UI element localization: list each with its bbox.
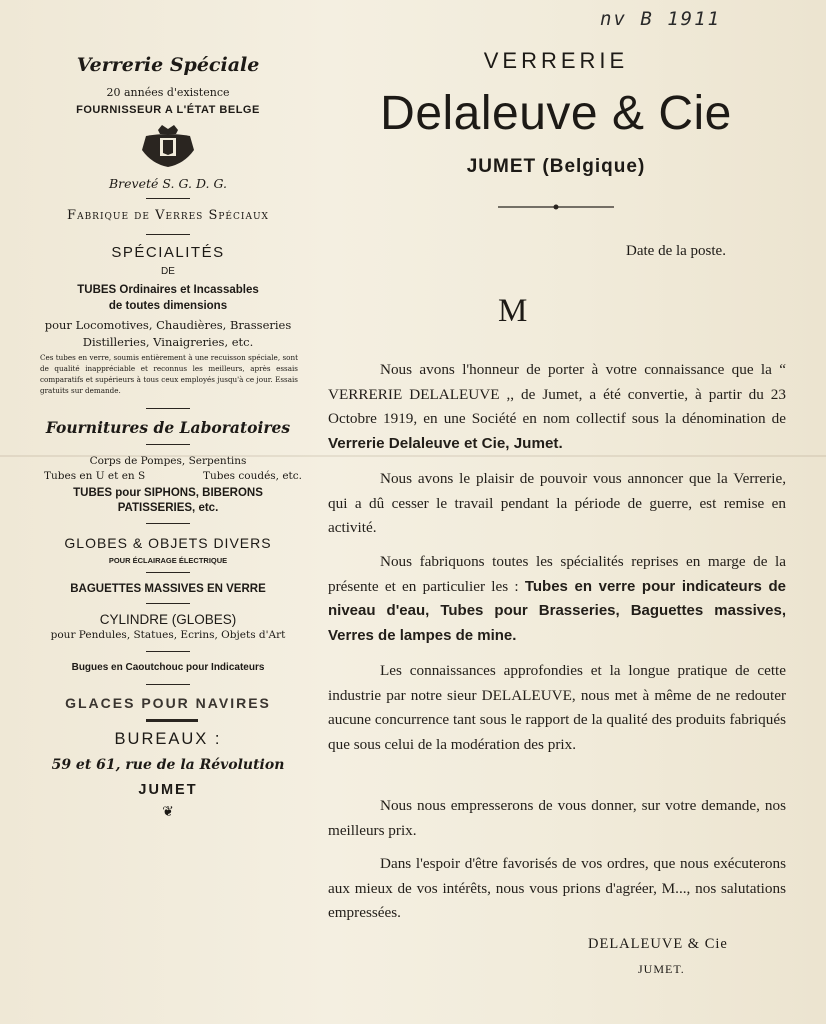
divider	[146, 234, 190, 235]
sidebar-years: 20 années d'existence	[106, 86, 230, 99]
paragraph-3-bold: Tubes en verre pour indicateurs de niveau d'eau, Tubes pour Brasseries, Baguettes massives, Verres de lampes de mine.	[328, 577, 786, 644]
paragraph-1-bold: Verrerie Delaleuve et Cie, Jumet.	[328, 434, 563, 452]
archive-note: nv B 1911	[600, 8, 721, 30]
divider	[146, 603, 190, 604]
header-verrerie: VERRERIE	[483, 48, 629, 73]
paragraph-6	[328, 852, 786, 926]
uses-line-1: pour Locomotives, Chaudières, Brasseries	[44, 318, 292, 332]
tubes-line-1: TUBES Ordinaires et Incassables	[77, 284, 259, 296]
paragraph-1-text: Nous avons l'honneur de porter à votre connaissance que la “ VERRERIE DELALEUVE ,, de Jumet, a été convertie, à partir du 23 Octobre 1919, en une Société en nom collectif sous la dénomination de	[328, 361, 786, 427]
lab-line-2b: Tubes coudés, etc.	[202, 470, 302, 482]
specialties-title: SPÉCIALITÉS	[111, 244, 225, 261]
divider	[146, 719, 198, 722]
divider	[146, 408, 190, 409]
lab-line-1: Corps de Pompes, Serpentins	[89, 455, 247, 467]
fine-print: Ces tubes en verre, soumis entièrement à une recuisson spéciale, sont de qualité inappréciable et reconnus les meilleurs, après essais comparatifs et supérieurs à tous ceux employés jusqu'à ce jour. Essais gratuits sur demande.	[40, 353, 298, 395]
ornament-icon: ❦	[162, 804, 174, 820]
globes-sub: POUR ÉCLAIRAGE ÉLECTRIQUE	[108, 556, 228, 565]
paragraph-3-text: Nous fabriquons toutes les spécialités reprises en marge de la présente et en particulier les :	[328, 553, 786, 595]
signature-city: JUMET.	[638, 962, 685, 976]
paragraph-1	[328, 358, 786, 456]
paragraph-2-text: Nous avons le plaisir de pouvoir vous annoncer que la Verrerie, qui a dû cesser le travail pendant la période de guerre, est remise en activité.	[328, 470, 786, 536]
specialties-de: DE	[161, 266, 175, 277]
cylindre-title: CYLINDRE (GLOBES)	[99, 612, 237, 627]
signature: DELALEUVE & Cie	[588, 936, 728, 952]
company-location: JUMET (Belgique)	[466, 156, 646, 177]
bugues: Bugues en Caoutchouc pour Indicateurs	[71, 662, 265, 673]
paragraph-6-text: Dans l'espoir d'être favorisés de vos ordres, que nous exécuterons aux mieux de vos intérêts, nous vous prions d'agréer, M..., nos salutations empressées.	[328, 855, 786, 921]
paragraph-5-text: Nous nous empresserons de vous donner, sur votre demande, nos meilleurs prix.	[328, 797, 786, 839]
tubes-line-2: de toutes dimensions	[108, 300, 228, 312]
sidebar-supplier: FOURNISSEUR A L'ÉTAT BELGE	[76, 104, 260, 116]
divider	[146, 523, 190, 524]
divider	[146, 572, 190, 573]
glaces: GLACES POUR NAVIRES	[65, 695, 271, 711]
uses-line-2: Distilleries, Vinaigreries, etc.	[82, 335, 254, 349]
city: JUMET	[138, 782, 198, 798]
baguettes: BAGUETTES MASSIVES EN VERRE	[70, 583, 266, 595]
salutation: M	[498, 293, 528, 329]
company-name: Delaleuve & Cie	[380, 87, 732, 140]
paragraph-5	[328, 794, 786, 843]
siphon-line-1: TUBES pour SIPHONS, BIBERONS	[73, 487, 263, 499]
divider	[146, 684, 190, 685]
sidebar-factory: Fabrique de Verres Spéciaux	[67, 208, 269, 223]
siphon-line-2: PATISSERIES, etc.	[117, 502, 219, 514]
sidebar-patent: Breveté S. G. D. G.	[109, 176, 227, 191]
bureaux-title: BUREAUX :	[114, 730, 222, 748]
paragraph-4-text: Les connaissances approfondies et la longue pratique de cette industrie par notre sieur DELALEUVE, nous met à même de ne redouter aucune concurrence tant sous le rapport de la qualité des produits fabriqués que sous celui de la modération des prix.	[328, 662, 786, 753]
globes-title: GLOBES & OBJETS DIVERS	[64, 535, 272, 551]
lab-title: Fournitures de Laboratoires	[45, 418, 291, 437]
paragraph-4	[328, 659, 786, 757]
paragraph-2	[328, 467, 786, 541]
address: 59 et 61, rue de la Révolution	[51, 757, 285, 773]
divider	[146, 444, 190, 445]
letter-date: Date de la poste.	[626, 243, 726, 259]
lab-line-2a: Tubes en U et en S	[44, 470, 146, 482]
paragraph-3	[328, 550, 786, 648]
cylindre-sub: pour Pendules, Statues, Ecrins, Objets d'Art	[50, 629, 286, 641]
divider	[146, 651, 190, 652]
sidebar-brand: Verrerie Spéciale	[76, 54, 260, 76]
divider	[146, 198, 190, 199]
coat-of-arms	[34, 124, 302, 170]
ornament-divider	[496, 198, 616, 210]
